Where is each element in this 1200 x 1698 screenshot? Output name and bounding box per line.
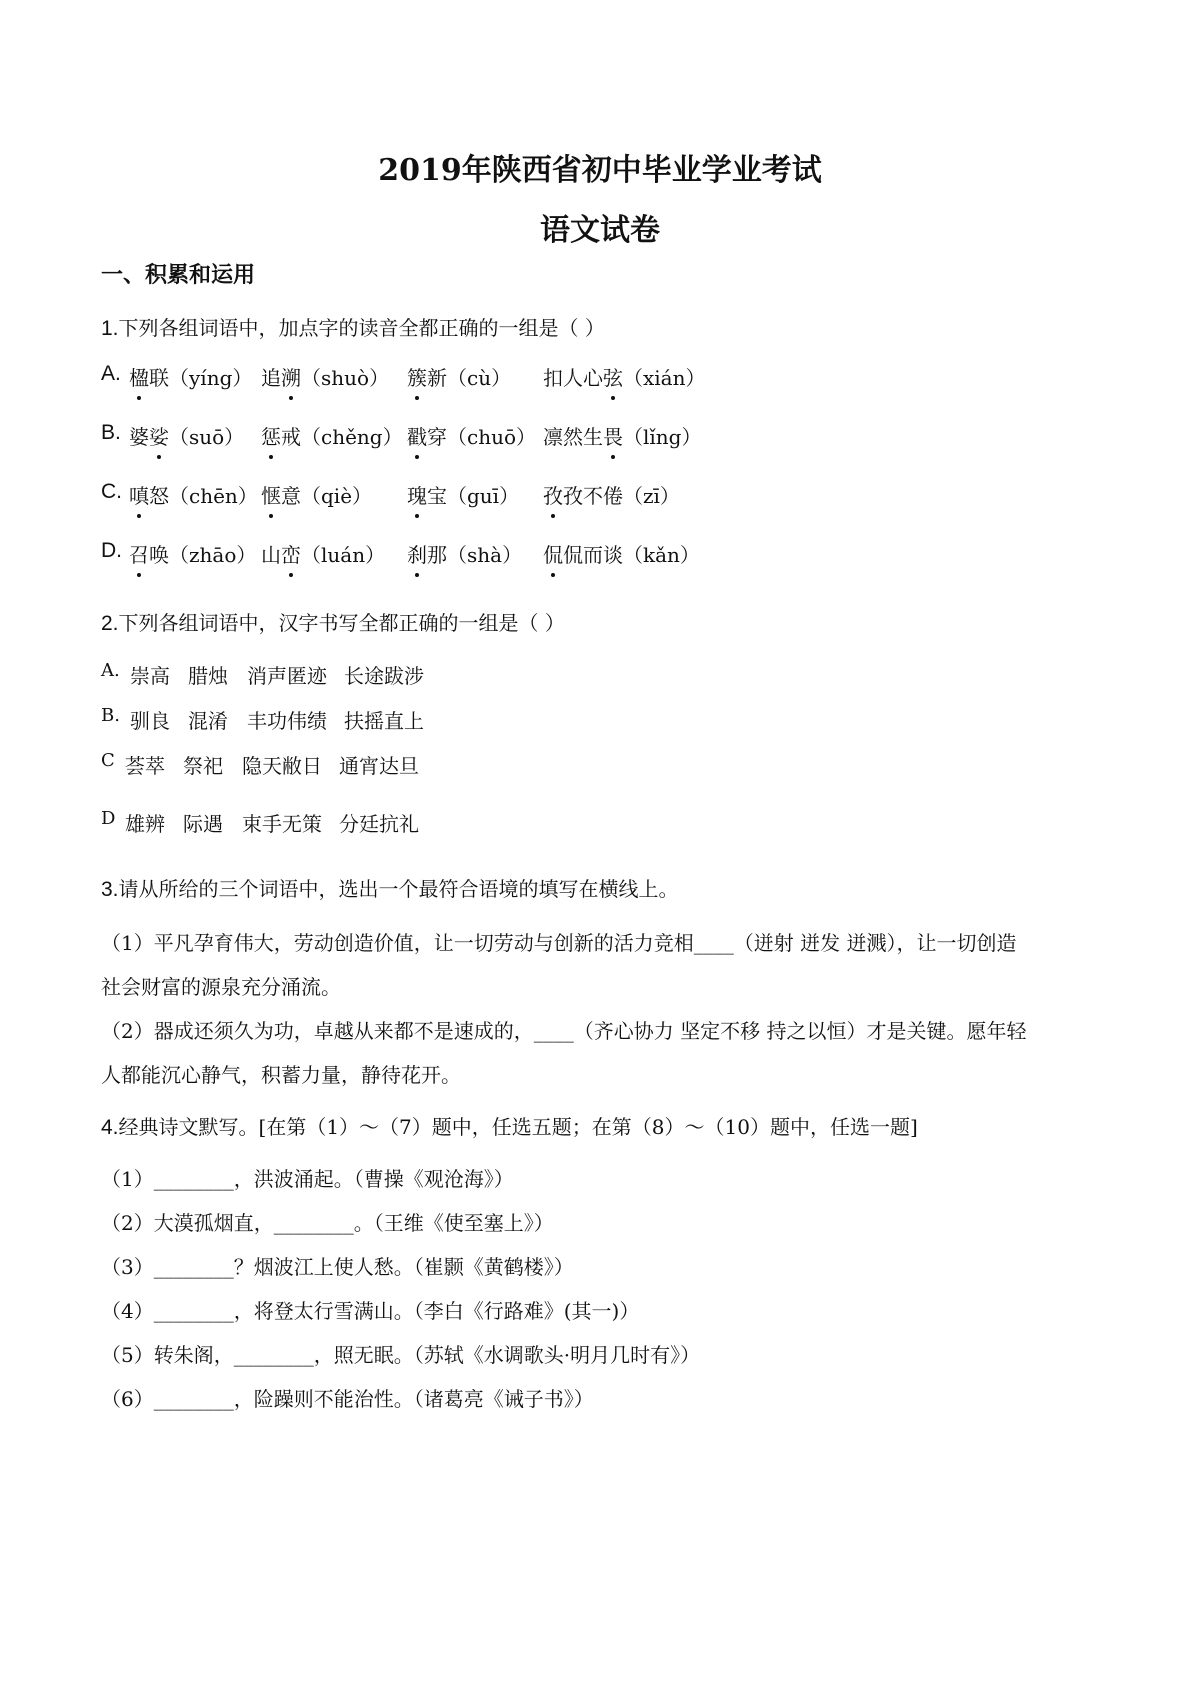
option-word: 丰功伟绩 <box>247 709 327 733</box>
emphasis-character: 嗔 <box>129 480 149 509</box>
question-text: 经典诗文默写。[在第（1）～（7）题中，任选五题；在第（8）～（10）题中，任选一题] <box>118 1115 918 1139</box>
word-text: （lǐng） <box>623 425 702 449</box>
option-word: 长途跋涉 <box>344 664 424 688</box>
option-word: 扶摇直上 <box>344 709 424 733</box>
word-text: 孜不倦（zī） <box>563 484 680 508</box>
emphasis-character: 弦 <box>603 362 623 391</box>
word-text: 那（shà） <box>427 543 523 567</box>
option-letter: B. <box>101 705 120 726</box>
q1-option-b <box>101 421 1001 451</box>
option-letter: D <box>101 808 116 829</box>
word-text: （shuò） <box>301 366 390 390</box>
option-word <box>543 539 700 568</box>
q2-option-b <box>101 705 701 735</box>
option-word: 荟萃 <box>125 754 165 778</box>
option-word <box>407 421 536 450</box>
option-word <box>407 480 519 509</box>
word-text: 联（yíng） <box>149 366 253 390</box>
option-word <box>129 480 258 509</box>
emphasis-character: 簇 <box>407 362 427 391</box>
word-text: （suō） <box>169 425 245 449</box>
option-word: 分廷抗礼 <box>339 812 419 836</box>
option-word: 际遇 <box>183 812 223 836</box>
word-text: 戒（chěng） <box>281 425 403 449</box>
emphasis-character: 惩 <box>261 421 281 450</box>
option-letter: B. <box>101 421 121 444</box>
q4-line-5: （5）转朱阁，________，照无眠。（苏轼《水调歌头·明月几时有》） <box>101 1343 701 1367</box>
q1-option-d <box>101 539 1001 569</box>
option-letter: A. <box>101 362 121 385</box>
question-text: 下列各组词语中，汉字书写全都正确的一组是（ ） <box>118 611 565 635</box>
emphasis-character: 峦 <box>281 539 301 568</box>
word-text: 凛然生 <box>543 425 603 449</box>
option-word: 腊烛 <box>188 664 228 688</box>
q3-line-1: （1）平凡孕育伟大，劳动创造价值，让一切劳动与创新的活力竞相____（迸射 迸发 迸溅），让一切创造 <box>101 931 1017 955</box>
emphasis-character: 楹 <box>129 362 149 391</box>
exam-subtitle: 语文试卷 <box>540 213 660 248</box>
question-text: 请从所给的三个词语中，选出一个最符合语境的填写在横线上。 <box>118 877 679 901</box>
section-heading: 一、积累和运用 <box>101 262 256 288</box>
option-word: 雄辨 <box>125 812 165 836</box>
word-text: 唤（zhāo） <box>149 543 257 567</box>
emphasis-character: 召 <box>129 539 149 568</box>
option-word <box>407 362 511 391</box>
emphasis-character: 溯 <box>281 362 301 391</box>
question-3 <box>101 873 679 902</box>
q4-line-4: （4）________，将登太行雪满山。（李白《行路难》(其一)） <box>101 1299 640 1323</box>
emphasis-character: 侃 <box>543 539 563 568</box>
question-text: 下列各组词语中，加点字的读音全都正确的一组是（ ） <box>118 316 605 340</box>
option-word <box>129 421 244 450</box>
question-number: 2. <box>101 612 119 635</box>
option-word <box>407 539 522 568</box>
option-word: 束手无策 <box>242 812 322 836</box>
option-word <box>543 480 680 509</box>
q3-line-2: 社会财富的源泉充分涌流。 <box>101 975 341 999</box>
word-text: 新（cù） <box>427 366 512 390</box>
question-4 <box>101 1111 918 1140</box>
word-text: 穿（chuō） <box>427 425 537 449</box>
emphasis-character: 戳 <box>407 421 427 450</box>
q3-line-4: 人都能沉心静气，积蓄力量，静待花开。 <box>101 1063 461 1087</box>
option-word <box>129 539 256 568</box>
q2-option-a <box>101 660 701 690</box>
option-word <box>261 421 403 450</box>
option-letter: A. <box>101 660 120 681</box>
option-letter: D. <box>101 539 122 562</box>
option-word: 混淆 <box>188 709 228 733</box>
word-text: 婆 <box>129 425 149 449</box>
emphasis-character: 畏 <box>603 421 623 450</box>
question-2 <box>101 607 565 636</box>
q4-line-3: （3）________？烟波江上使人愁。（崔颢《黄鹤楼》） <box>101 1255 574 1279</box>
option-word: 驯良 <box>130 709 170 733</box>
q2-option-c <box>101 750 701 780</box>
option-word <box>543 421 701 450</box>
option-word <box>543 362 705 391</box>
q4-line-6: （6）________，险躁则不能治性。（诸葛亮《诫子书》） <box>101 1387 594 1411</box>
word-text: 怒（chēn） <box>149 484 258 508</box>
emphasis-character: 瑰 <box>407 480 427 509</box>
word-text: 宝（guī） <box>427 484 520 508</box>
option-word: 通宵达旦 <box>339 754 419 778</box>
word-text: （luán） <box>301 543 386 567</box>
option-word: 崇高 <box>130 664 170 688</box>
emphasis-character: 孜 <box>543 480 563 509</box>
q2-option-d <box>101 808 701 838</box>
q1-option-c <box>101 480 1001 510</box>
word-text: （xián） <box>623 366 706 390</box>
emphasis-character: 娑 <box>149 421 169 450</box>
q3-line-3: （2）器成还须久为功，卓越从来都不是速成的，____（齐心协力 坚定不移 持之以恒）才是关键。愿年轻 <box>101 1019 1027 1043</box>
word-text: 侃而谈（kǎn） <box>563 543 700 567</box>
word-text: 扣人心 <box>543 366 603 390</box>
option-letter: C. <box>101 480 122 503</box>
question-number: 3. <box>101 878 119 901</box>
option-word: 隐天敝日 <box>242 754 322 778</box>
option-word <box>129 362 252 391</box>
emphasis-character: 刹 <box>407 539 427 568</box>
option-letter: C <box>101 750 115 771</box>
option-word <box>261 480 372 509</box>
exam-title: 2019年陕西省初中毕业学业考试 <box>378 153 822 188</box>
q4-line-1: （1）________，洪波涌起。（曹操《观沧海》） <box>101 1167 514 1191</box>
option-word <box>261 362 389 391</box>
question-1 <box>101 312 605 341</box>
word-text: 追 <box>261 366 281 390</box>
q1-option-a <box>101 362 1001 392</box>
question-number: 1. <box>101 317 119 340</box>
word-text: 意（qiè） <box>281 484 373 508</box>
option-word <box>261 539 385 568</box>
option-word: 消声匿迹 <box>247 664 327 688</box>
question-number: 4. <box>101 1116 119 1139</box>
option-word: 祭祀 <box>183 754 223 778</box>
q4-line-2: （2）大漠孤烟直，________。（王维《使至塞上》） <box>101 1211 554 1235</box>
emphasis-character: 惬 <box>261 480 281 509</box>
word-text: 山 <box>261 543 281 567</box>
